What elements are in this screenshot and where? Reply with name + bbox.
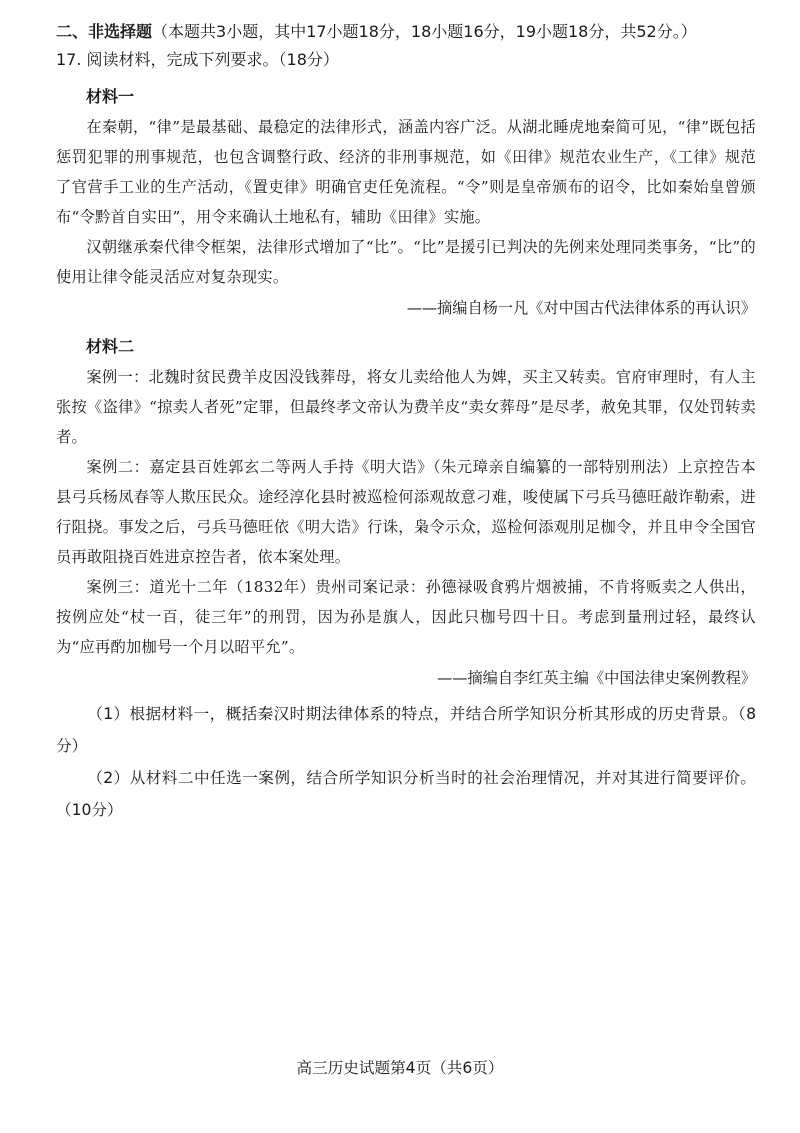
- section-heading: [56, 18, 756, 46]
- section-note: （本题共3小题，其中17小题18分，18小题16分，19小题18分，共52分。）: [152, 22, 697, 41]
- exam-page: [56, 18, 756, 826]
- case-one-paragraph: 案例一：北魏时贫民费羊皮因没钱葬母，将女儿卖给他人为婢，买主又转卖。官府审理时，有人主张按《盗律》“掠卖人者死”定罪，但最终孝文帝认为费羊皮“卖女葬母”是尽孝，赦免其罪，仅处罚转卖者。: [56, 368, 756, 446]
- material-two-title: 材料二: [86, 337, 135, 356]
- subquestion-2: （2）从材料二中任选一案例，结合所学知识分析当时的社会治理情况，并对其进行简要评价。（10分）: [56, 769, 756, 819]
- material-two-source: ——摘编自李红英主编《中国法律史案例教程》: [437, 669, 756, 687]
- case-two-paragraph: 案例二：嘉定县百姓郭玄二等两人手持《明大诰》（朱元璋亲自编纂的一部特别刑法）上京控告本县弓兵杨凤春等人欺压民众。途经淳化县时被巡检何添观故意刁难，唆使属下弓兵马德旺敲诈勒索，进行阻挠。事发之后，弓兵马德旺依《明大诰》行诛，枭令示众，巡检何添观刖足枷令，并且申令全国官员再敢阻挠百姓进京控告者，依本案处理。: [56, 458, 756, 566]
- section-label: 二、非选择题: [56, 22, 153, 41]
- material-one-paragraph: 汉朝继承秦代律令框架，法律形式增加了“比”。“比”是援引已判决的先例来处理同类事务，“比”的使用让律令能灵活应对复杂现实。: [56, 238, 756, 286]
- material-one-source: ——摘编自杨一凡《对中国古代法律体系的再认识》: [406, 299, 756, 317]
- material-one-title: 材料一: [86, 87, 135, 106]
- case-three-paragraph: 案例三：道光十二年（1832年）贵州司案记录：孙德禄吸食鸦片烟被捕，不肯将贩卖之人供出，按例应处“杖一百，徒三年”的刑罚，因为孙是旗人，因此只枷号四十日。考虑到量刑过轻，最终认为“应再酌加枷号一个月以昭平允”。: [56, 578, 756, 656]
- question-title: 17. 阅读材料，完成下列要求。（18分）: [56, 50, 339, 69]
- material-one-paragraph: 在秦朝，“律”是最基础、最稳定的法律形式，涵盖内容广泛。从湖北睡虎地秦简可见，“律”既包括惩罚犯罪的刑事规范，也包含调整行政、经济的非刑事规范，如《田律》规范农业生产，《工律》规范了官营手工业的生产活动，《置吏律》明确官吏任免流程。“令”则是皇帝颁布的诏令，比如秦始皇曾颁布“令黔首自实田”，用令来确认土地私有，辅助《田律》实施。: [56, 118, 756, 226]
- subquestion-1: （1）根据材料一，概括秦汉时期法律体系的特点，并结合所学知识分析其形成的历史背景。（8分）: [56, 705, 756, 755]
- page-footer: 高三历史试题第4页（共6页）: [296, 1059, 504, 1077]
